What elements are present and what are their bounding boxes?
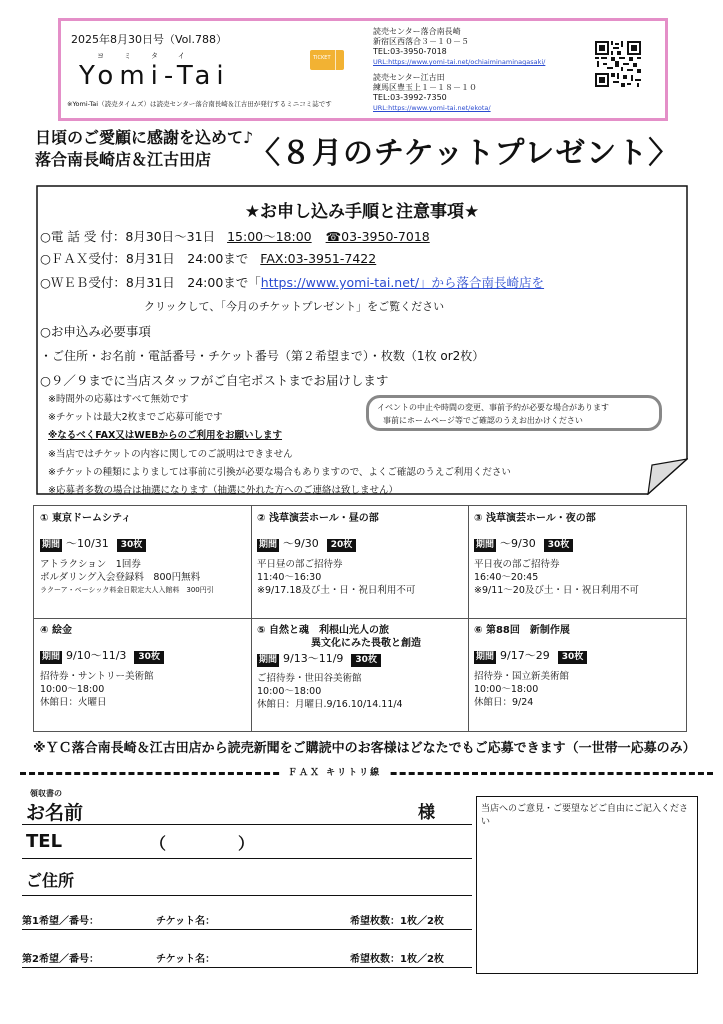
ticket-card[interactable] — [34, 506, 251, 618]
logo-ruby: ヨミタイ — [97, 52, 205, 60]
delivery-note: ○９／９までに当店スタッフがご自宅ポストまでお届けします — [40, 373, 389, 388]
ticket-title: ① 東京ドームシティ — [40, 513, 132, 524]
note-item: ※チケットは最大2枚までご応募可能です — [48, 412, 223, 423]
period-tag: 期間 — [259, 540, 278, 550]
store-ekoda-address: 練馬区豊玉上１－１８－１０ — [373, 83, 477, 92]
store-ekoda-url[interactable]: URL:https://www.yomi-tai.net/ekota/ — [373, 104, 491, 112]
ticket-detail: 11:40～16:30 — [257, 572, 322, 583]
web-instructions: クリックして、「今月のチケットプレゼント」をご覧ください — [144, 300, 445, 313]
ticket-card[interactable] — [34, 618, 251, 731]
opinion-box[interactable] — [476, 796, 698, 974]
thanks-line-1: 日頃のご愛顧に感謝を込めて♪ — [35, 128, 254, 147]
note-item: ※当店ではチケットの内容に関してのご説明はできません — [48, 449, 293, 460]
ticket-card[interactable] — [251, 506, 468, 618]
phone-label: ○電 話 受 付：8月30日～31日 — [40, 229, 216, 244]
wish2-label: 第2希望／番号： — [22, 954, 99, 965]
ticket-card[interactable] — [468, 506, 685, 618]
ticket-title: ④ 絵金 — [40, 625, 72, 636]
ticket-detail: 招待券・国立新美術館 — [474, 671, 570, 682]
receipt-label: 領収書の — [30, 789, 62, 798]
wish1-field[interactable] — [22, 929, 472, 930]
period-tag: 期間 — [476, 540, 495, 550]
procedure-panel — [36, 185, 688, 495]
procedure-title: ★お申し込み手順と注意事項★ — [244, 202, 480, 222]
eligibility-notice: ※ＹＣ落合南長崎＆江古田店から読売新聞をご購読中のお客様はどなたでもご応募できます（一世帯一応募のみ） — [33, 741, 696, 756]
quantity-label: 希望枚数：1枚／2枚 — [350, 916, 444, 927]
ticket-count: 30枚 — [351, 654, 381, 667]
note-item: ※チケットの種類によりましては事前に引換が必要な場合もありますので、よくご確認のうえご利用ください — [48, 467, 511, 478]
note-item: ※なるべくFAX又はWEBからのご利用をお願いします — [48, 430, 283, 441]
qr-code-icon[interactable] — [595, 41, 641, 87]
issue-date: 2025年8月30日号（Vol.788） — [71, 33, 227, 46]
ticket-icon-label: TICKET — [313, 55, 331, 61]
ticket-title: ⑥ 第88回 新制作展 — [474, 625, 570, 636]
ticket-detail: 16:40～20:45 — [474, 572, 539, 583]
ticket-detail: 10:00～18:00 — [40, 684, 105, 695]
ticket-detail: 10:00～18:00 — [257, 686, 322, 697]
fax-label: ○ＦＡＸ受付：8月31日 24:00まで — [40, 251, 249, 266]
ticket-count: 30枚 — [117, 539, 147, 552]
web-application-line — [40, 273, 544, 291]
web-rest: 」から落合南長崎店を — [419, 275, 545, 290]
ticket-title: ③ 浅草演芸ホール・夜の部 — [474, 513, 596, 524]
requirements-items: ・ご住所・お名前・電話番号・チケット番号（第２希望まで）・枚数（1枚 or2枚） — [40, 349, 485, 363]
ticket-icon — [309, 47, 345, 73]
ticket-detail: 休館日：火曜日 — [40, 697, 107, 708]
period-tag: 期間 — [259, 655, 278, 665]
ticket-period: ～10/31 — [66, 537, 109, 550]
ticket-count: 30枚 — [134, 651, 164, 664]
store-ekoda-info — [373, 73, 491, 113]
period-tag: 期間 — [42, 540, 61, 550]
honorific-label: 様 — [418, 803, 435, 823]
ticket-detail: 平日昼の部ご招待券 — [257, 559, 343, 570]
phone-time: 15:00～18:00 — [227, 229, 312, 244]
thanks-message — [35, 127, 253, 171]
ticket-detail: 平日夜の部ご招待券 — [474, 559, 560, 570]
ticket-detail: 休館日：9/24 — [474, 697, 534, 708]
ticket-period: ～9/30 — [283, 537, 319, 550]
ticket-count: 30枚 — [558, 651, 588, 664]
period-tag: 期間 — [476, 652, 495, 662]
opinion-label: 当店へのご意見・ご要望などご自由にご記入ください — [481, 804, 689, 827]
note-item: ※時間外の応募はすべて無効です — [48, 394, 189, 405]
ticket-detail: ※9/17.18及び土・日・祝日利用不可 — [257, 585, 416, 596]
ticket-detail: 休館日：月曜日.9/16.10/14.11/4 — [257, 699, 403, 710]
ticket-card[interactable] — [468, 618, 685, 731]
web-label: ○ＷＥＢ受付：8月31日 24:00まで「 — [40, 275, 261, 290]
tel-field[interactable] — [22, 858, 472, 859]
ticket-detail: ご招待券・世田谷美術館 — [257, 673, 362, 684]
phone-number[interactable]: ☎03-3950-7018 — [325, 229, 430, 244]
quantity-label: 希望枚数：1枚／2枚 — [350, 954, 444, 965]
store-ekoda-tel: TEL:03-3992-7350 — [373, 93, 447, 102]
ticket-detail: アトラクション 1回券 — [40, 559, 141, 570]
tel-paren-open: （ — [150, 834, 167, 853]
store-ochiai-url[interactable]: URL:https://www.yomi-tai.net/ochiaiminaminagasaki/ — [373, 58, 546, 66]
thanks-line-2: 落合南長崎店＆江古田店 — [35, 150, 212, 169]
logo-text: Yomi-Tai — [79, 61, 230, 91]
callout-line: 事前にホームページ等でご確認のうえお出かけください — [383, 416, 583, 425]
store-ochiai-name: 読売センター落合南長崎 — [373, 27, 461, 36]
ticket-detail: ※9/11～20及び土・日・祝日利用不可 — [474, 585, 639, 596]
ticket-count: 30枚 — [544, 539, 574, 552]
newsletter-header — [58, 18, 668, 121]
ticket-period: 9/13～11/9 — [283, 652, 344, 665]
fax-number[interactable]: FAX:03-3951-7422 — [260, 251, 377, 266]
wish2-field[interactable] — [22, 967, 472, 968]
ticket-period: 9/17～29 — [500, 649, 550, 662]
store-ochiai-info — [373, 27, 545, 67]
caution-callout — [366, 395, 662, 431]
store-ekoda-name: 読売センター江古田 — [373, 73, 445, 82]
ticket-detail: ボルダリング入会登録料 800円無料 — [40, 572, 201, 583]
phone-application-line — [40, 227, 430, 245]
period-tag: 期間 — [42, 652, 61, 662]
ticket-subtitle: 異文化にみた畏敬と創造 — [311, 638, 421, 649]
cut-line-label: ＦＡＸ キリトリ線 — [280, 765, 389, 778]
ticket-title: ⑤ 自然と魂 利根山光人の旅 — [257, 625, 389, 636]
ticket-title: ② 浅草演芸ホール・昼の部 — [257, 513, 379, 524]
name-field[interactable] — [22, 824, 472, 825]
callout-line: イベントの中止や時間の変更、事前予約が必要な場合があります — [377, 403, 609, 412]
ticket-card[interactable] — [251, 618, 468, 731]
requirements-heading: ○お申込み必要事項 — [40, 324, 151, 339]
ticket-period: 9/10～11/3 — [66, 649, 127, 662]
ticket-name-label: チケット名： — [156, 954, 216, 965]
ticket-grid — [33, 505, 687, 732]
ticket-name-label: チケット名： — [156, 916, 216, 927]
address-label: ご住所 — [26, 871, 75, 890]
ticket-period: ～9/30 — [500, 537, 536, 550]
web-link[interactable]: https://www.yomi-tai.net/ — [260, 275, 420, 290]
header-note: ※Yomi-Tai（読売タイムズ）は読売センター落合南長崎＆江古田が発行するミニコミ誌です — [67, 100, 332, 108]
wish1-label: 第1希望／番号： — [22, 916, 99, 927]
note-item: ※応募者多数の場合は抽選になります（抽選に外れた方へのご連絡は致しません） — [48, 485, 398, 496]
store-ochiai-tel: TEL:03-3950-7018 — [373, 47, 447, 56]
tel-label: TEL — [26, 831, 63, 852]
fax-application-line — [40, 249, 376, 267]
ticket-detail: 10:00～18:00 — [474, 684, 539, 695]
name-label: お名前 — [26, 802, 84, 824]
ticket-detail: 招待券・サントリー美術館 — [40, 671, 154, 682]
store-ochiai-address: 新宿区西落合３－１０－５ — [373, 37, 469, 46]
ticket-detail: ラクーア・ベーシック料金日限定大人入館料 300円引 — [40, 586, 214, 594]
ticket-count: 20枚 — [327, 539, 357, 552]
address-field[interactable] — [22, 895, 472, 896]
page-title: 〈８月のチケットプレゼント〉 — [250, 136, 680, 171]
tel-paren-close: ） — [238, 834, 255, 853]
